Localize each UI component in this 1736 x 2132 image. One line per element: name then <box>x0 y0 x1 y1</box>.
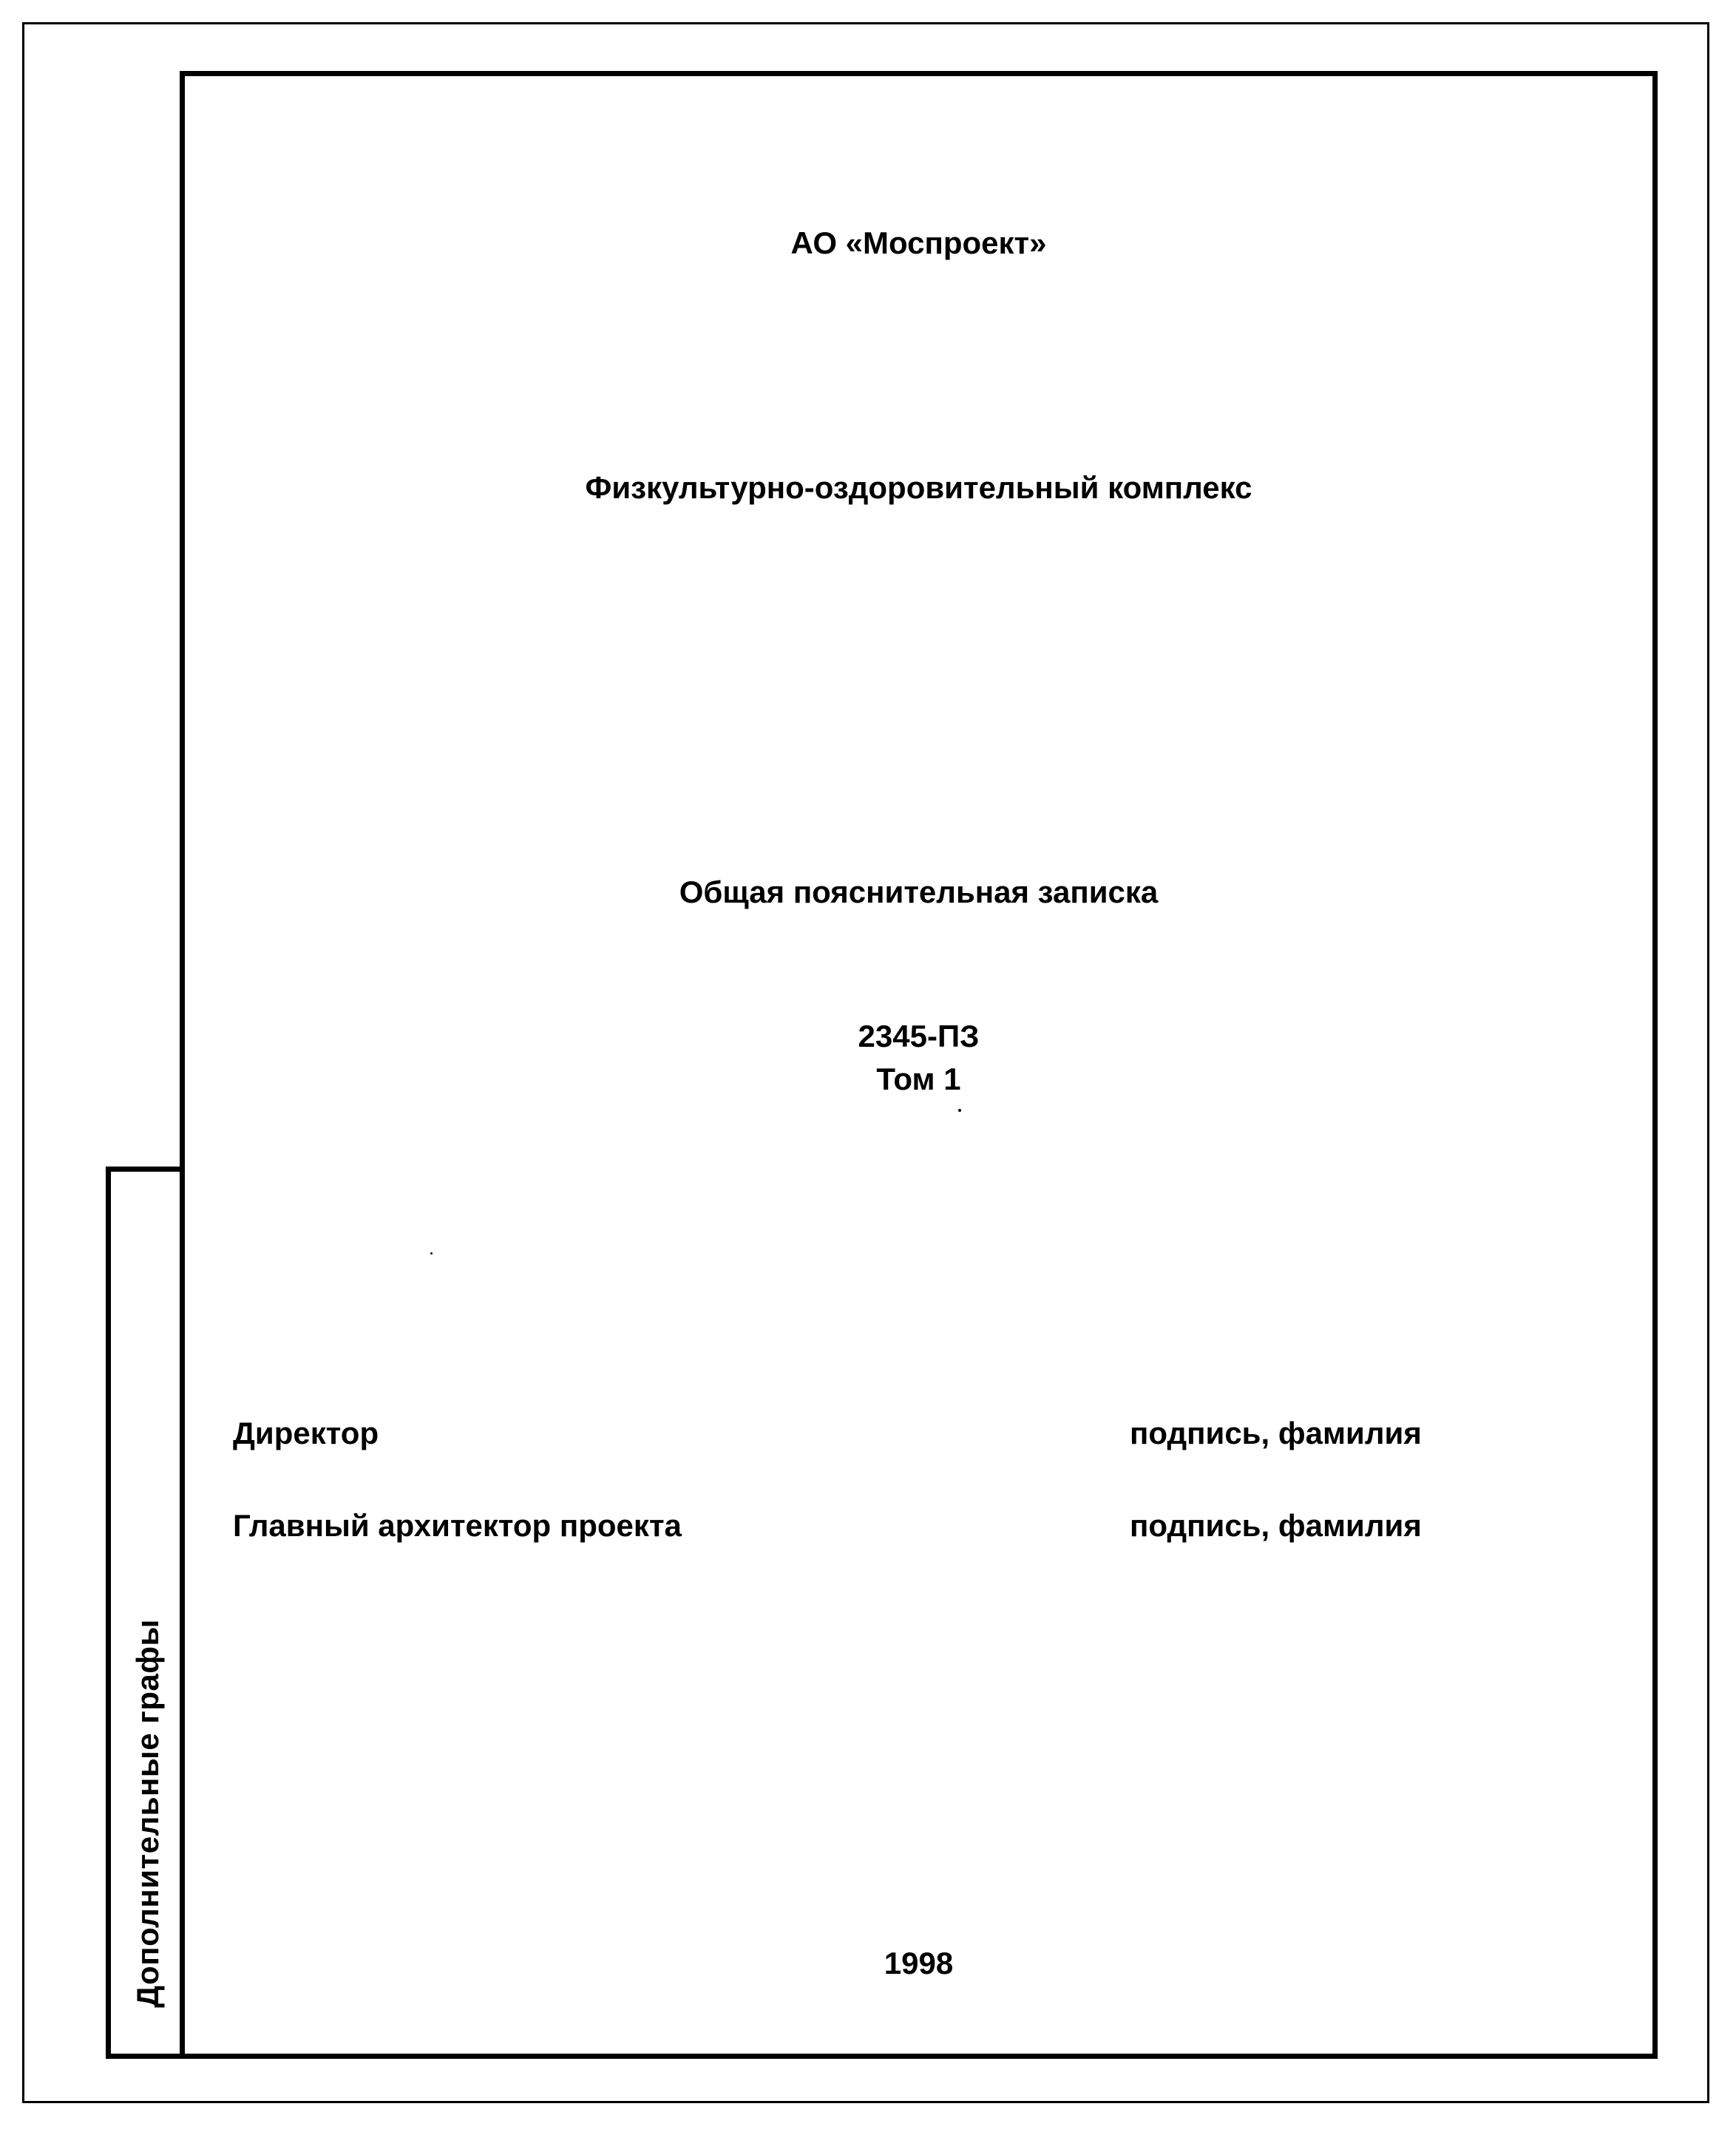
signature-placeholder: подпись, фамилия <box>1130 1416 1422 1450</box>
scan-speck <box>958 1109 961 1112</box>
document-year: 1998 <box>884 1946 954 1980</box>
signature-row-chief-architect <box>233 1508 1431 1549</box>
additional-columns-label-area <box>111 1614 185 2013</box>
document-code: 2345-ПЗ <box>858 1019 980 1053</box>
signature-role: Директор <box>233 1416 379 1450</box>
scan-speck <box>430 1252 433 1255</box>
signature-placeholder: подпись, фамилия <box>1130 1508 1422 1543</box>
organization-name: АО «Моспроект» <box>790 225 1047 260</box>
signature-row-director <box>233 1416 1431 1457</box>
signature-role: Главный архитектор проекта <box>233 1508 682 1543</box>
document-title: Общая пояснительная записка <box>679 875 1159 909</box>
additional-columns-strip <box>106 1167 185 2059</box>
document-volume: Том 1 <box>876 1062 961 1096</box>
additional-columns-label: Дополнительные графы <box>130 1619 165 2008</box>
object-name: Физкультурно-оздоровительный комплекс <box>585 470 1252 505</box>
